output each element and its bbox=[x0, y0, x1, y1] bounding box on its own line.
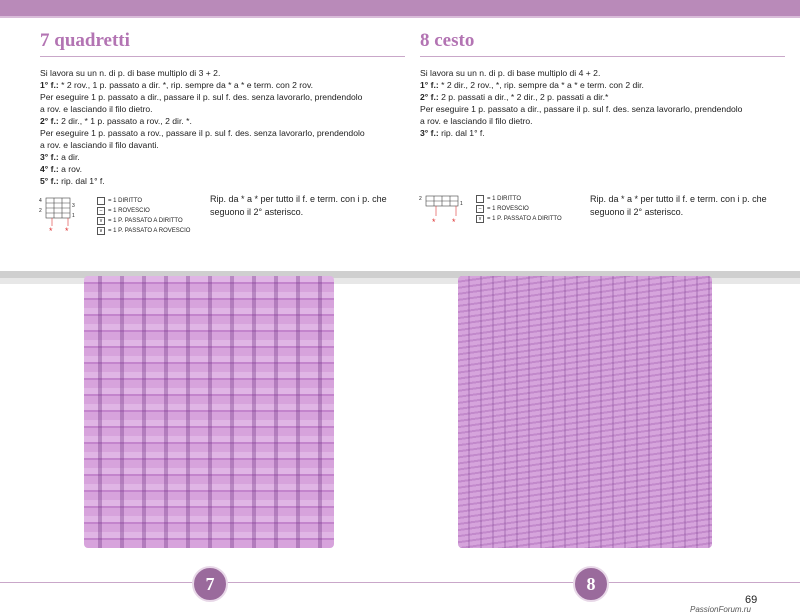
top-divider bbox=[0, 16, 800, 18]
pattern-8-number-badge: 8 bbox=[573, 566, 609, 602]
purl-symbol-icon: – bbox=[97, 207, 105, 215]
legend-item: v = 1 P. PASSATO A DIRITTO bbox=[476, 214, 562, 224]
slip-purl-symbol-icon: ∨ bbox=[97, 227, 105, 235]
pattern-7-line: a rov. e lasciando il filo dietro. bbox=[40, 104, 153, 114]
pattern-7-line: Per eseguire 1 p. passato a dir., passare il p. sul f. des. senza lavorarlo, prendendolo bbox=[40, 92, 363, 102]
top-color-bar bbox=[0, 0, 800, 16]
pattern-7-number-badge: 7 bbox=[192, 566, 228, 602]
pattern-7-line: a rov. e lasciando il filo davanti. bbox=[40, 140, 159, 150]
legend-item: = 1 DIRITTO bbox=[476, 194, 562, 204]
chart-row-label: 2 bbox=[39, 208, 42, 214]
pattern-7-line: 2° f.: 2 dir., * 1 p. passato a rov., 2 dir. *. bbox=[40, 116, 192, 126]
asterisk-marker: * bbox=[452, 217, 456, 227]
pattern-7-chart bbox=[38, 194, 84, 240]
page-number: 69 bbox=[745, 594, 758, 606]
purl-symbol-icon: – bbox=[476, 205, 484, 213]
chart-row-label: 4 bbox=[39, 198, 42, 204]
pattern-8-title: 8 cesto bbox=[420, 30, 785, 57]
slip-knit-symbol-icon: v bbox=[97, 217, 105, 225]
pattern-7-line: Per eseguire 1 p. passato a rov., passare il p. sul f. des. senza lavorarlo, prendendolo bbox=[40, 128, 365, 138]
legend-item: – = 1 ROVESCIO bbox=[476, 204, 562, 214]
chart-row-label: 3 bbox=[72, 203, 75, 209]
chart-row-label: 1 bbox=[460, 201, 463, 207]
asterisk-marker: * bbox=[49, 226, 53, 236]
pattern-8-legend bbox=[476, 194, 562, 224]
pattern-7-line: 4° f.: a rov. bbox=[40, 164, 82, 174]
pattern-7-legend bbox=[97, 196, 190, 236]
pattern-7-line: Si lavora su un n. di p. di base multiplo di 3 + 2. bbox=[40, 68, 221, 78]
knit-symbol-icon bbox=[476, 195, 484, 203]
pattern-8-chart bbox=[418, 192, 466, 232]
legend-item: – = 1 ROVESCIO bbox=[97, 206, 190, 216]
pattern-7-section bbox=[40, 30, 405, 187]
pattern-7-note: Rip. da * a * per tutto il f. e term. con i p. che seguono il 2° asterisco. bbox=[210, 194, 387, 217]
chart-row-label: 1 bbox=[72, 213, 75, 219]
pattern-8-line: 3° f.: rip. dal 1° f. bbox=[420, 128, 485, 138]
legend-item: = 1 DIRITTO bbox=[97, 196, 190, 206]
pattern-7-swatch-image bbox=[84, 276, 334, 548]
asterisk-marker: * bbox=[432, 217, 436, 227]
pattern-8-line: Per eseguire 1 p. passato a dir., passare il p. sul f. des. senza lavorarlo, prendendolo bbox=[420, 104, 743, 114]
pattern-7-line: 1° f.: * 2 rov., 1 p. passato a dir. *, rip. sempre da * a * e term. con 2 rov. bbox=[40, 80, 313, 90]
slip-knit-symbol-icon: v bbox=[476, 215, 484, 223]
pattern-8-section bbox=[420, 30, 785, 139]
pattern-8-swatch-image bbox=[458, 276, 712, 548]
knit-symbol-icon bbox=[97, 197, 105, 205]
pattern-8-line: 1° f.: * 2 dir., 2 rov., *, rip. sempre da * a * e term. con 2 dir. bbox=[420, 80, 644, 90]
footer-divider bbox=[0, 582, 800, 583]
pattern-7-title: 7 quadretti bbox=[40, 30, 405, 57]
asterisk-marker: * bbox=[65, 226, 69, 236]
pattern-7-line: 5° f.: rip. dal 1° f. bbox=[40, 176, 105, 186]
chart-row-label: 2 bbox=[419, 196, 422, 202]
pattern-7-line: 3° f.: a dir. bbox=[40, 152, 80, 162]
pattern-8-line: Si lavora su un n. di p. di base multiplo di 4 + 2. bbox=[420, 68, 601, 78]
pattern-8-note: Rip. da * a * per tutto il f. e term. con i p. che seguono il 2° asterisco. bbox=[590, 194, 767, 217]
pattern-8-line: 2° f.: 2 p. passati a dir., * 2 dir., 2 p. passati a dir.* bbox=[420, 92, 609, 102]
legend-item: v = 1 P. PASSATO A DIRITTO bbox=[97, 216, 190, 226]
pattern-8-line: a rov. e lasciando il filo dietro. bbox=[420, 116, 533, 126]
watermark: PassionForum.ru bbox=[690, 605, 751, 614]
legend-item: ∨ = 1 P. PASSATO A ROVESCIO bbox=[97, 226, 190, 236]
